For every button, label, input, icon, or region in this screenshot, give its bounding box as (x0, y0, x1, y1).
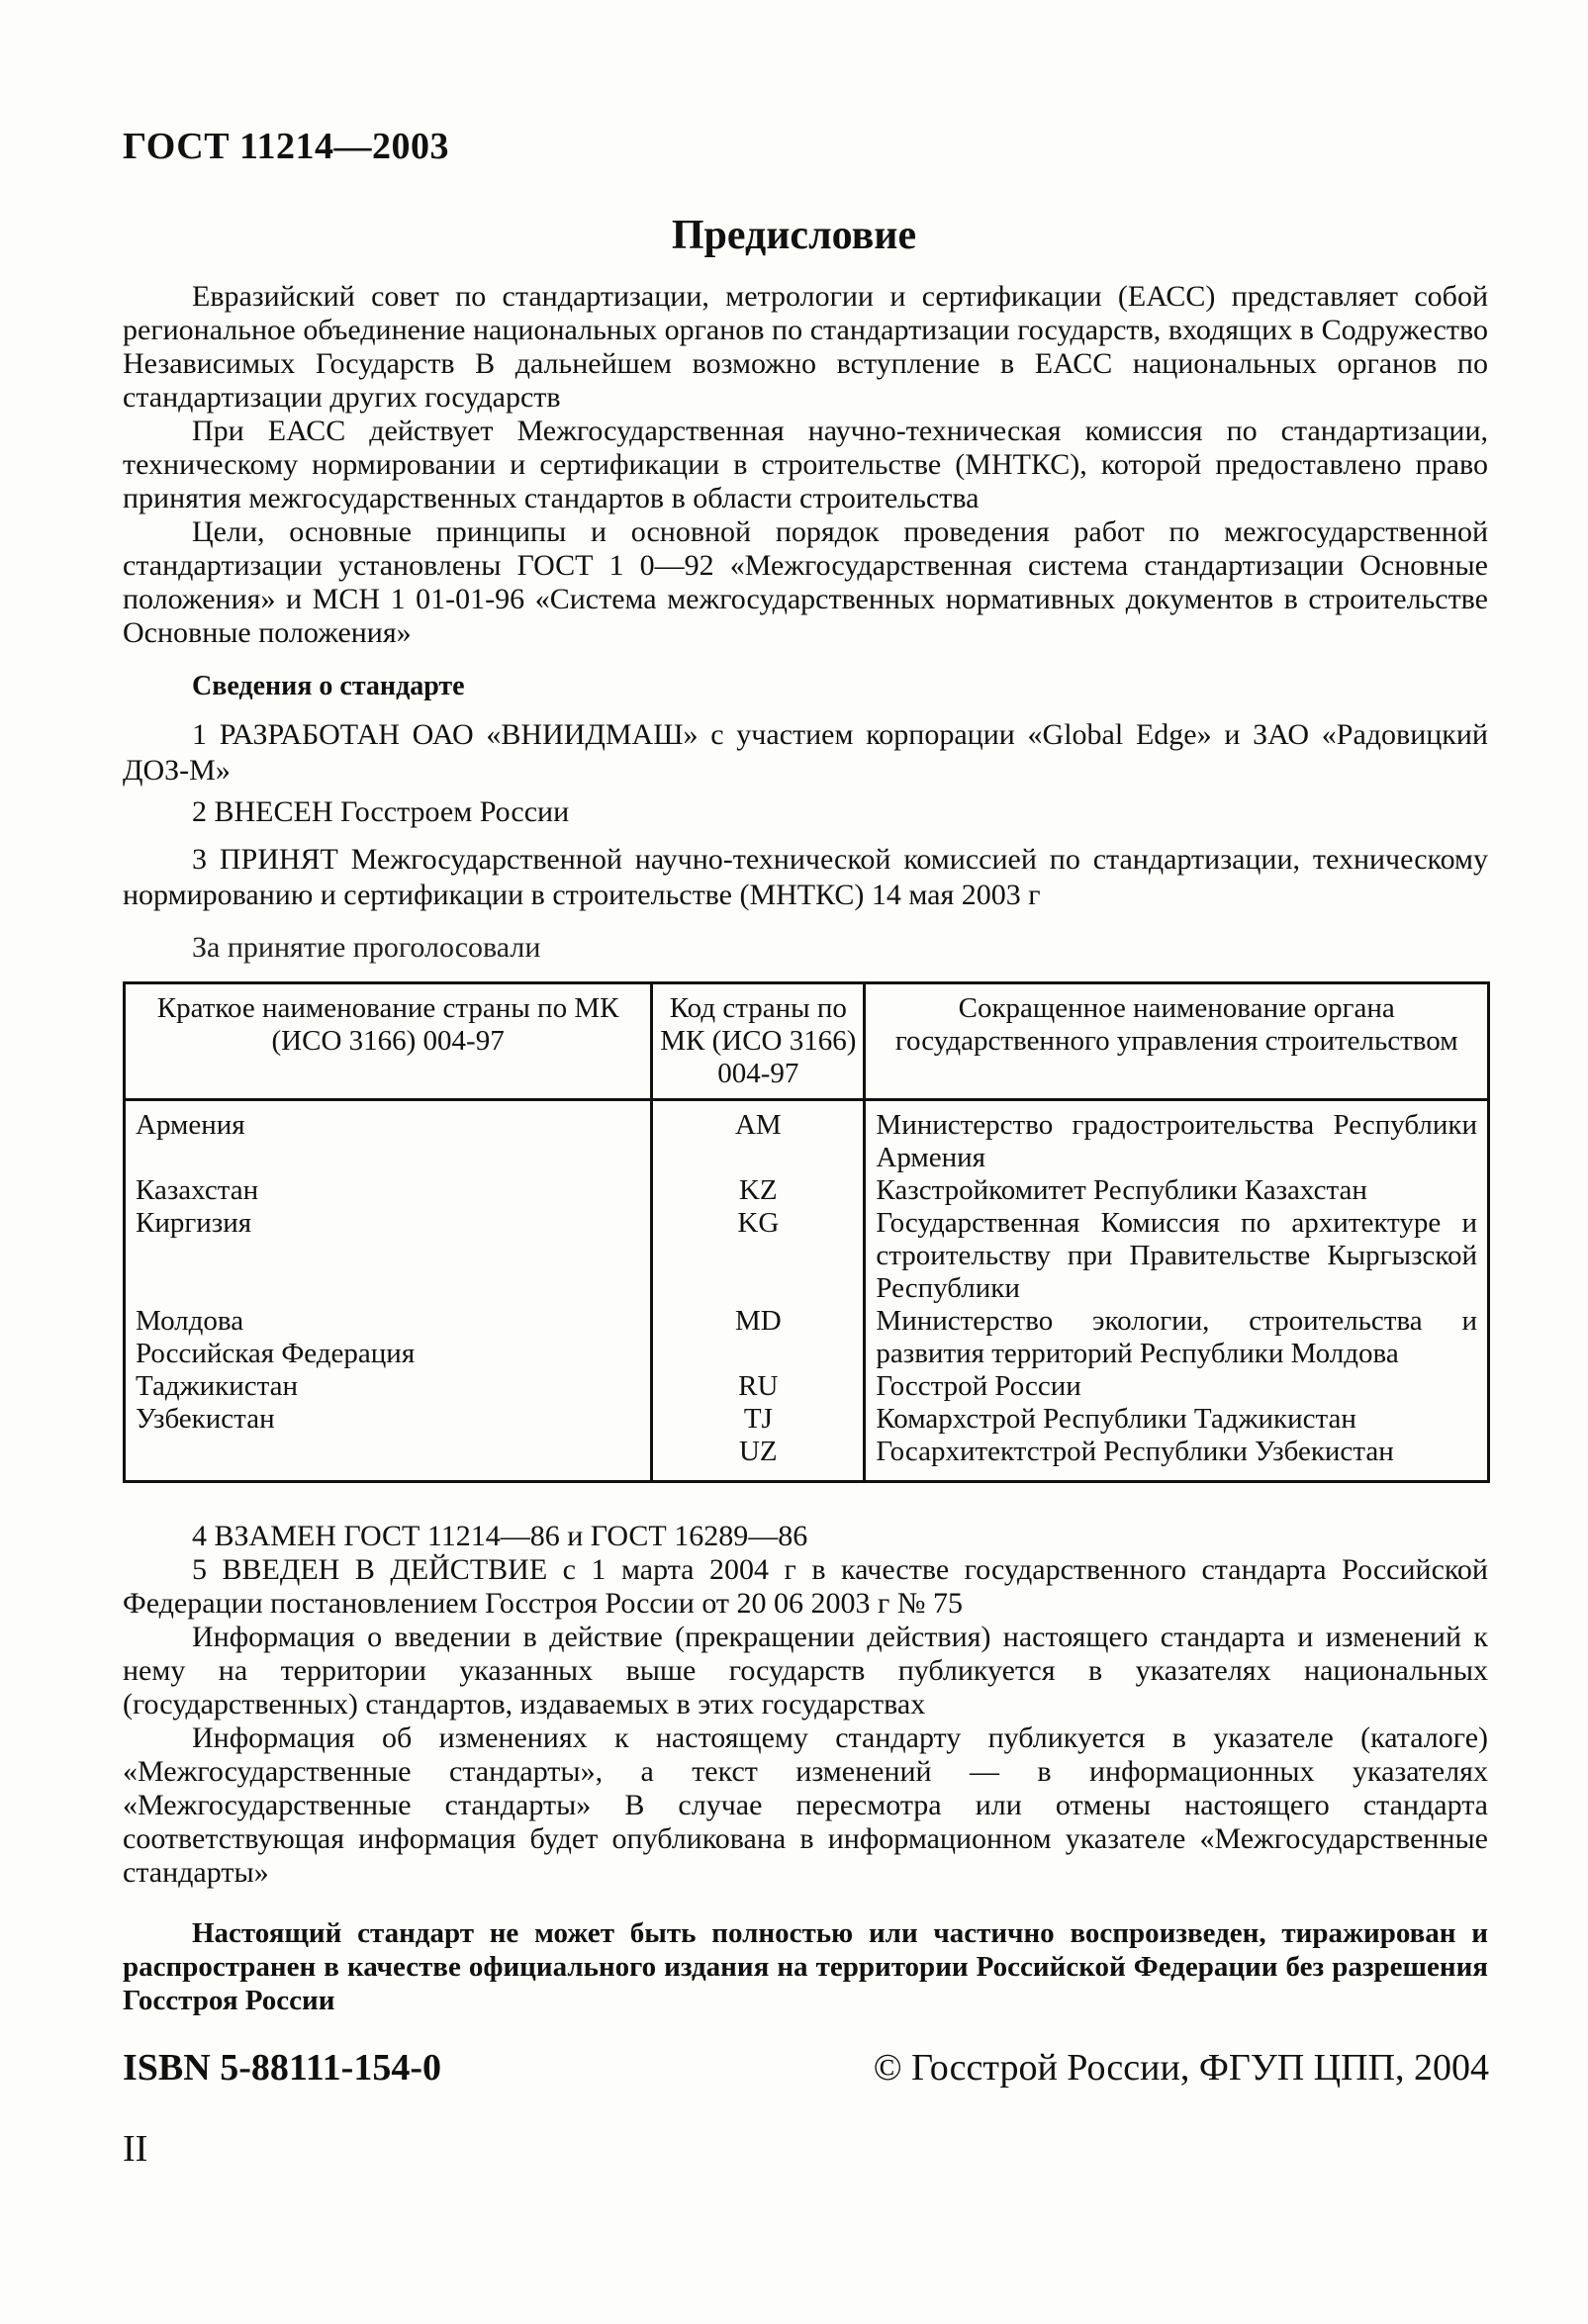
info-item-submitted (123, 794, 1488, 830)
country-name (136, 1240, 640, 1272)
preface-text (123, 280, 1488, 650)
organization-name: Казстройкомитет Республики Казахстан (876, 1174, 1367, 1206)
country-name: Киргизия (136, 1207, 252, 1239)
country-code: KZ (738, 1174, 778, 1206)
organization-name: Министерство экологии, строительства и развития территорий Республики Молдова (876, 1305, 1477, 1369)
vote-label: За принятие проголосовали (192, 931, 541, 964)
country-name: Таджикистан (136, 1370, 299, 1402)
info-item-developed (123, 717, 1488, 789)
preface-paragraph: Евразийский совет по стандартизации, метрологии и сертификации (ЕАСС) представляет собой региональное объединение национальных органов по стандартизации государств, входящих в Содружество Независимых Государств В дальнейшем возможно вступление в ЕАСС национальных органов по стандартизации других государств (123, 280, 1488, 414)
country-code: TJ (743, 1403, 773, 1435)
info-item-replaces: 4 ВЗАМЕН ГОСТ 11214—86 и ГОСТ 16289—86 (192, 1520, 808, 1552)
standard-code-header: ГОСТ 11214—2003 (123, 126, 449, 167)
organization-name: Комархстрой Республики Таджикистан (876, 1403, 1356, 1435)
column-header-country: Краткое наименование страны по МК (ИСО 3166) 004-97 (125, 983, 652, 1100)
country-code: MD (734, 1305, 782, 1337)
country-code: AM (734, 1109, 782, 1141)
voting-countries-table (123, 981, 1490, 1483)
country-code: RU (738, 1370, 779, 1402)
section-heading: Сведения о стандарте (192, 671, 465, 701)
country-name: Узбекистан (136, 1403, 275, 1435)
preface-paragraph: При ЕАСС действует Межгосударственная научно-техническая комиссия по стандартизации, техническому нормировании и сертификации в строительстве (МНТКС), которой предоставлено право принятия межгосударственных стандартов в области строительства (123, 415, 1488, 514)
isbn-label: ISBN 5-88111-154-0 (123, 2047, 441, 2089)
country-code: KG (737, 1207, 780, 1239)
page-title: Предисловие (671, 213, 917, 258)
country-name (136, 1272, 640, 1305)
copyright-notice: Настоящий стандарт не может быть полностью или частично воспроизведен, тиражирован и распространен в качестве официального издания на территории Российской Федерации без разрешения Госстроя России (123, 1917, 1488, 2016)
copyright-line: © Госстрой России, ФГУП ЦПП, 2004 (873, 2047, 1489, 2089)
info-paragraph: Информация о введении в действие (прекращении действия) настоящего стандарта и изменений к нему на территории указанных выше государств публикуется в указателях национальных (государственных) стандартов, издаваемых в этих государствах (123, 1621, 1488, 1720)
preface-paragraph: Цели, основные принципы и основной порядок проведения работ по межгосударственной стандартизации установлены ГОСТ 1 0—92 «Межгосударственная система стандартизации Основные положения» и МСН 1 01-01-96 «Система межгосударственных нормативных документов в строительстве Основные положения» (123, 515, 1488, 649)
code-list (652, 1100, 865, 1482)
info-item-text: 3 ПРИНЯТ Межгосударственной научно-технической комиссией по стандартизации, техническому нормированию и сертификации в строительстве (МНТКС) 14 мая 2003 г (123, 843, 1488, 911)
organization-name: Государственная Комиссия по архитектуре и строительству при Правительстве Кыргызской Республики (876, 1207, 1477, 1304)
country-code: UZ (738, 1436, 778, 1467)
organization-name: Госстрой России (876, 1370, 1081, 1402)
country-list (125, 1100, 652, 1482)
country-code (663, 1272, 853, 1305)
country-name: Молдова (136, 1305, 244, 1337)
country-name: Российская Федерация (136, 1338, 416, 1369)
organization-name: Госархитектстрой Республики Узбекистан (876, 1436, 1394, 1467)
info-item-effective: 5 ВВЕДЕН В ДЕЙСТВИЕ с 1 марта 2004 г в качестве государственного стандарта Российской Федерации постановлением Госстроя России от 20 06 2003 г № 75 (123, 1553, 1488, 1620)
table-header-row (125, 983, 1489, 1100)
info-item-adopted (123, 842, 1488, 913)
info-paragraph: Информация об изменениях к настоящему стандарту публикуется в указателе (каталоге) «Межгосударственные стандарты», а текст изменений — в информационных указателях «Межгосударственные стандарты» В случае пересмотра или отмены настоящего стандарта соответствующая информация будет опубликована в информационном указателе «Межгосударственные стандарты» (123, 1721, 1488, 1889)
info-item-text: 1 РАЗРАБОТАН ОАО «ВНИИДМАШ» с участием корпорации «Global Edge» и ЗАО «Радовицкий ДОЗ-М» (123, 718, 1488, 787)
page-number: II (123, 2128, 148, 2170)
info-item-text: 2 ВНЕСЕН Госстроем России (192, 795, 570, 828)
country-code (663, 1240, 853, 1272)
country-name (136, 1436, 640, 1468)
table-row (125, 1100, 1489, 1482)
organization-name: Министерство градостроительства Республики Армения (876, 1109, 1477, 1173)
country-name: Армения (136, 1109, 245, 1141)
column-header-code: Код страны по МК (ИСО 3166) 004-97 (652, 983, 865, 1100)
country-name (136, 1142, 640, 1174)
country-code (663, 1338, 853, 1370)
country-name: Казахстан (136, 1174, 259, 1206)
post-table-text (123, 1520, 1488, 1890)
country-code (663, 1142, 853, 1174)
column-header-organization: Сокращенное наименование органа государственного управления строительством (865, 983, 1489, 1100)
organization-list (865, 1100, 1489, 1482)
